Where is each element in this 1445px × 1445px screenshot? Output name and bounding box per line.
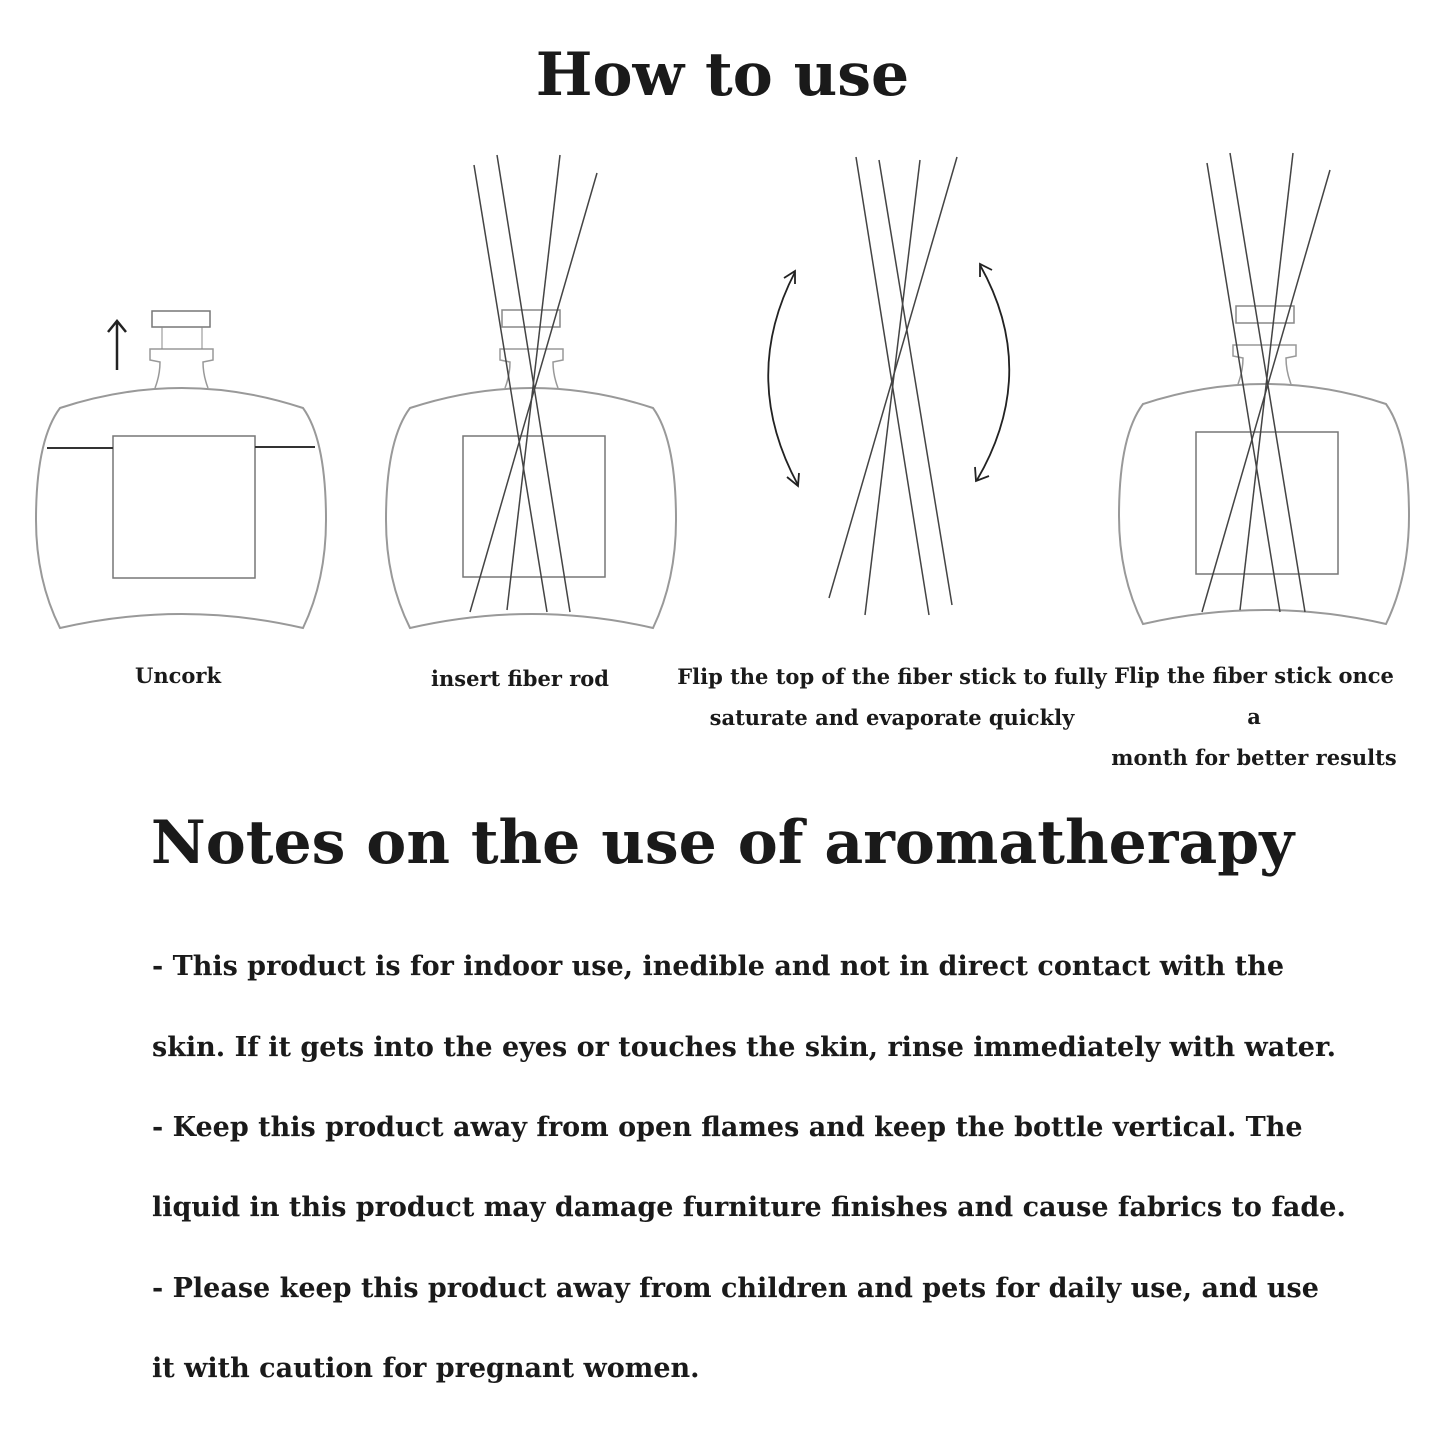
caption-line: Flip the top of the fiber stick to fully	[677, 664, 1107, 689]
note-line: skin. If it gets into the eyes or touches the skin, rinse immediately with water.	[152, 1032, 1337, 1063]
bottle-uncork-illustration	[36, 311, 326, 628]
note-line: - Please keep this product away from children and pets for daily use, and use	[152, 1273, 1319, 1304]
caption-line: Flip the fiber stick once a	[1114, 663, 1394, 729]
bottle-with-sticks-illustration	[386, 155, 676, 628]
step-4-caption	[1104, 655, 1404, 778]
note-line: - Keep this product away from open flames and keep the bottle vertical. The	[152, 1112, 1303, 1143]
note-line: - This product is for indoor use, inedible and not in direct contact with the	[152, 951, 1285, 982]
step-2-caption: insert fiber rod	[431, 666, 609, 691]
flip-arrow-left-icon	[768, 271, 799, 486]
note-line: it with caution for pregnant women.	[152, 1353, 700, 1384]
note-line: liquid in this product may damage furniture finishes and cause fabrics to fade.	[152, 1192, 1346, 1223]
step-1-caption: Uncork	[135, 663, 221, 688]
caption-line: month for better results	[1111, 745, 1397, 770]
up-arrow-icon	[108, 321, 126, 370]
page-title: How to use	[535, 40, 910, 110]
step-3-caption	[672, 656, 1112, 738]
notes-heading: Notes on the use of aromatherapy	[150, 808, 1295, 878]
caption-line: saturate and evaporate quickly	[709, 705, 1075, 730]
bottle-flipped-sticks-illustration	[1119, 153, 1409, 624]
flipped-sticks-illustration	[829, 157, 957, 615]
flip-arrow-right-icon	[975, 264, 1009, 481]
